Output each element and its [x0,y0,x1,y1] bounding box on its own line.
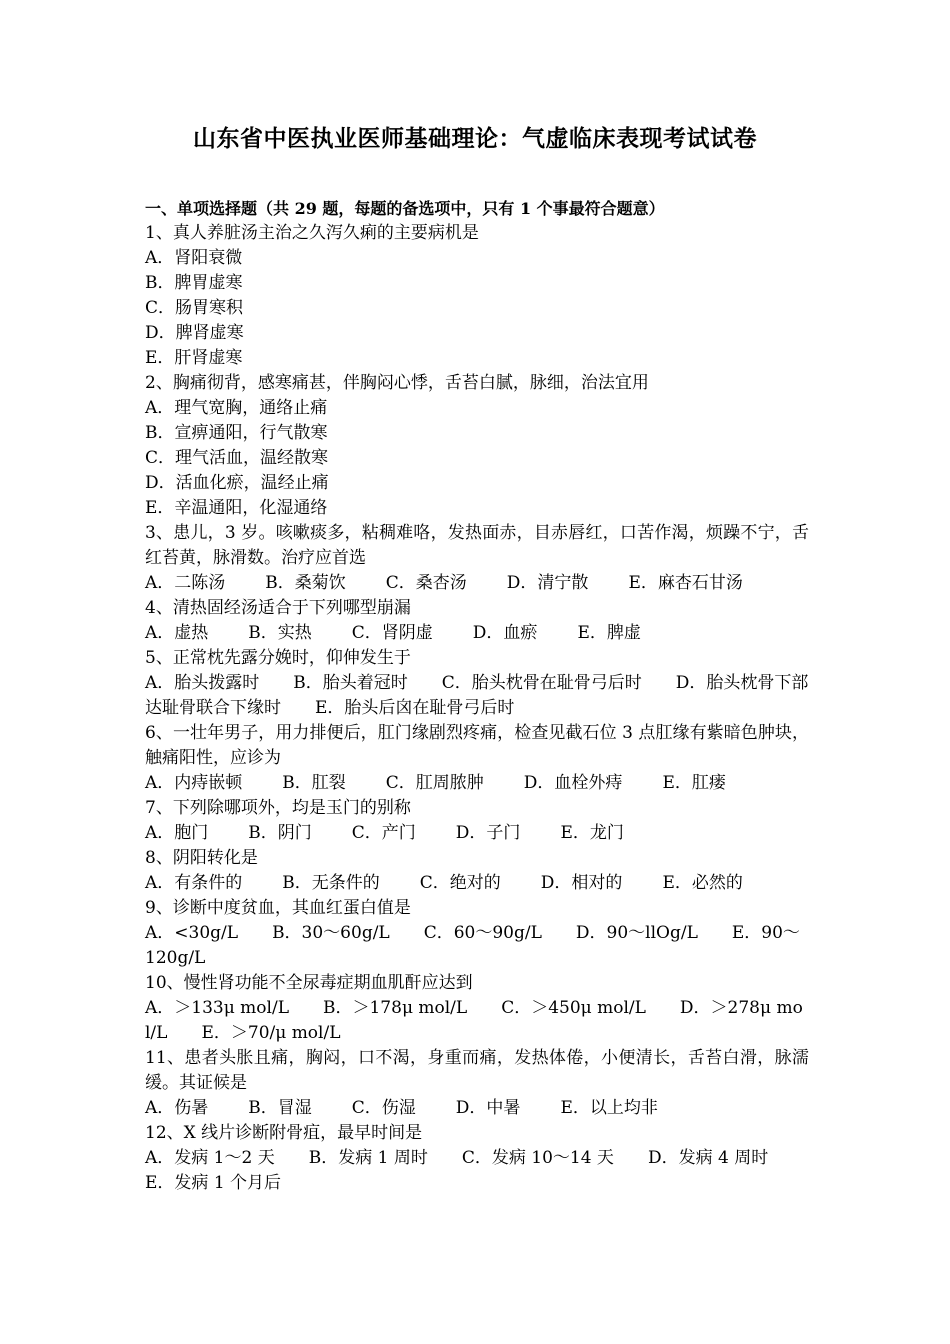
option: A．胞门 [145,823,209,843]
option: D．血栓外痔 [523,773,623,793]
option: D．相对的 [540,873,623,893]
question-stem: 11、患者头胀且痛，胸闷，口不渴，身重而痛，发热体倦，小便清长，舌苔白滑，脉濡缓。其证候是 [145,1048,809,1093]
option: D．清宁散 [506,573,589,593]
option: B．脾胃虚寒 [145,273,243,293]
option: E．90～120g/L [145,923,800,968]
option: A．理气宽胸，通络止痛 [145,398,328,418]
question-stem: 10、慢性肾功能不全尿毒症期血肌酐应达到 [145,973,473,993]
option-row [145,921,809,971]
option: C．理气活血，温经散寒 [145,448,329,468]
option: B．30～60g/L [272,923,390,943]
option: B．实热 [248,623,312,643]
option: D．＞278μ mol/L [145,998,803,1043]
question-stem: 3、患儿，3 岁。咳嗽痰多，粘稠难咯，发热面赤，目赤唇红，口苦作渴，烦躁不宁，舌红苔黄，脉滑数。治疗应首选 [145,523,809,568]
option: E．肝肾虚寒 [145,348,243,368]
option: C．发病 10～14 天 [461,1148,614,1168]
question-stem: 1、真人养脏汤主治之久泻久痢的主要病机是 [145,223,479,243]
option: E．麻杏石甘汤 [628,573,743,593]
option: A．发病 1～2 天 [145,1148,275,1168]
option-row [145,821,809,846]
option-row [145,996,809,1046]
option: E．龙门 [560,823,624,843]
option: A．胎头拨露时 [145,673,260,693]
option: A．肾阳衰微 [145,248,243,268]
option: C．桑杏汤 [385,573,467,593]
option: E．脾虚 [577,623,641,643]
option: D．胎头枕骨下部达耻骨联合下缘时 [145,673,809,718]
page-title: 山东省中医执业医师基础理论：气虚临床表现考试试卷 [193,125,757,152]
question-stem: 4、清热固经汤适合于下列哪型崩漏 [145,598,411,618]
option: A．<30g/L [145,923,239,943]
option: E．辛温通阳，化湿通络 [145,498,328,518]
option: C．肾阴虚 [351,623,433,643]
option: D．血瘀 [472,623,538,643]
option: D．子门 [455,823,521,843]
option: B．桑菊饮 [265,573,346,593]
option: E．肛瘘 [662,773,726,793]
option-row [145,1096,809,1121]
option: C．＞450μ mol/L [501,998,646,1018]
option: A．有条件的 [145,873,243,893]
option: B．＞178μ mol/L [323,998,468,1018]
option: A．＞133μ mol/L [145,998,289,1018]
option: E．发病 1 个月后 [145,1173,282,1193]
question-stem: 7、下列除哪项外，均是玉门的别称 [145,798,411,818]
question-stem: 5、正常枕先露分娩时，仰伸发生于 [145,648,411,668]
option: E．胎头后囟在耻骨弓后时 [315,698,515,718]
option: B．阴门 [248,823,312,843]
option: D．脾肾虚寒 [145,323,244,343]
option: A．虚热 [145,623,209,643]
exam-content [145,196,809,1196]
option: A．内痔嵌顿 [145,773,243,793]
option-row [145,771,809,796]
option: B．发病 1 周时 [308,1148,428,1168]
question-stem: 2、胸痛彻背，感寒痛甚，伴胸闷心悸，舌苔白腻，脉细，治法宜用 [145,373,649,393]
question-stem: 12、X 线片诊断附骨疽，最早时间是 [145,1123,423,1143]
question-stem: 9、诊断中度贫血，其血红蛋白值是 [145,898,411,918]
option-row [145,671,809,721]
option-row [145,571,809,596]
option: A．伤暑 [145,1098,209,1118]
option: E．必然的 [662,873,743,893]
section-header: 一、单项选择题（共 29 题，每题的备选项中，只有 1 个事最符合题意） [145,199,665,218]
option: B．冒湿 [248,1098,312,1118]
option: C．肛周脓肿 [385,773,484,793]
question-stem: 6、一壮年男子，用力排便后，肛门缘剧烈疼痛，检查见截石位 3 点肛缘有紫暗色肿块，触痛阳性，应诊为 [145,723,809,768]
option: C．60～90g/L [423,923,542,943]
option-row [145,871,809,896]
option: D．发病 4 周时 [647,1148,769,1168]
option: D．中暑 [455,1098,521,1118]
option: D．活血化瘀，温经止痛 [145,473,329,493]
option: C．胎头枕骨在耻骨弓后时 [441,673,642,693]
option: C．产门 [351,823,416,843]
option: E．以上均非 [560,1098,658,1118]
option-row [145,621,809,646]
option: B．无条件的 [282,873,380,893]
option: C．伤湿 [351,1098,416,1118]
option: D．90～llOg/L [575,923,698,943]
option: E．＞70/μ mol/L [201,1023,341,1043]
question-stem: 8、阴阳转化是 [145,848,258,868]
option: C．绝对的 [419,873,501,893]
option: B．肛裂 [282,773,346,793]
option: B．胎头着冠时 [293,673,408,693]
option: A．二陈汤 [145,573,226,593]
option-row [145,1146,809,1196]
option: B．宣痹通阳，行气散寒 [145,423,328,443]
option: C．肠胃寒积 [145,298,244,318]
